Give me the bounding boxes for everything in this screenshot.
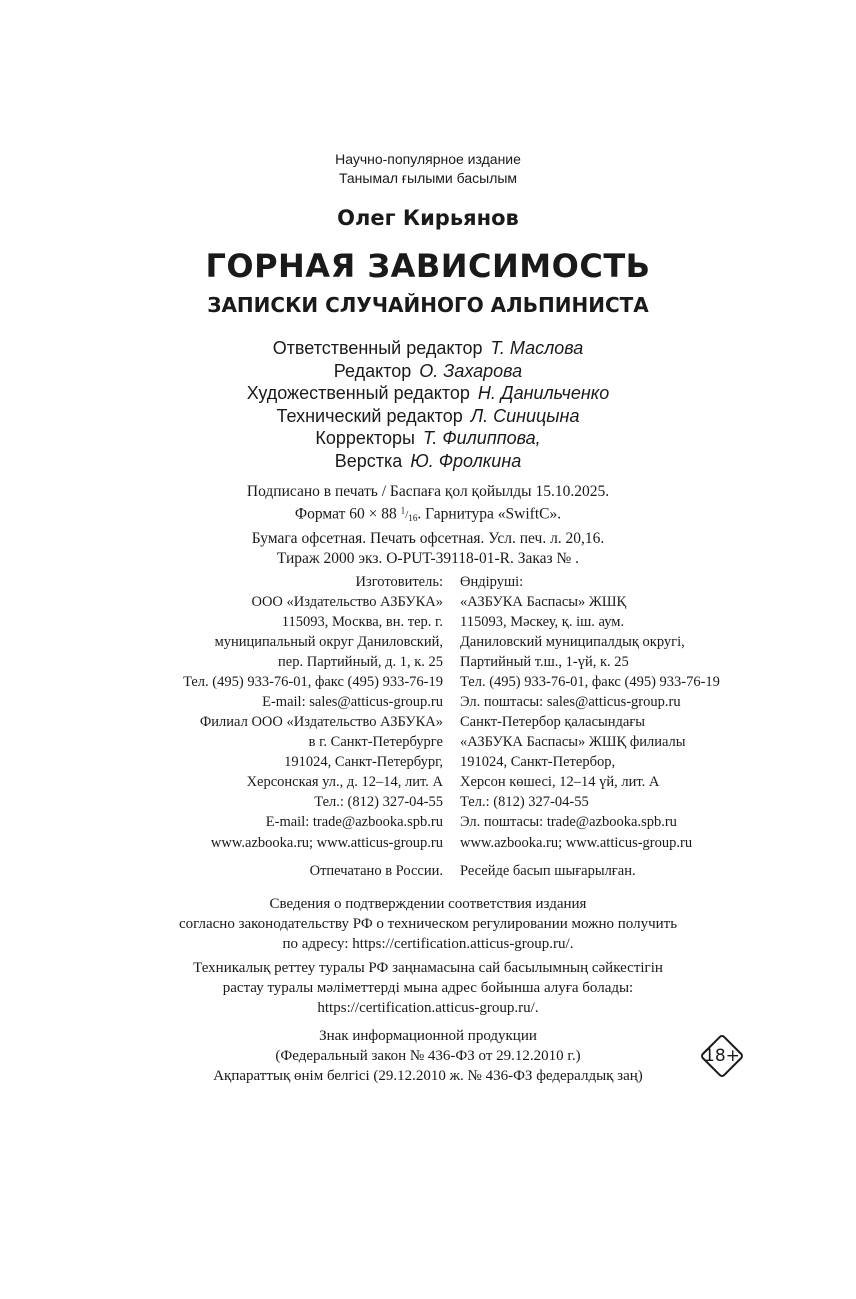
print-details: [0, 482, 856, 568]
certification-kz: [0, 958, 856, 1018]
manufacturer-ru-line: 115093, Москва, вн. тер. г.: [281, 614, 443, 630]
credit-role: Технический редактор: [276, 405, 463, 426]
credit-line: [0, 337, 856, 360]
branch-kz-line: «АЗБУКА Баспасы» ЖШҚ филиалы: [460, 734, 686, 750]
format-fraction: $^1/_{16}$: [400, 505, 418, 524]
credit-name: Л. Синицына: [470, 405, 580, 426]
credit-name: О. Захарова: [419, 360, 523, 381]
branch-kz-line: 191024, Санкт-Петербор,: [460, 754, 616, 770]
format-suffix: . Гарнитура «SwiftC».: [417, 505, 562, 523]
credit-role: Редактор: [333, 360, 412, 381]
branch-ru-line: Херсонская ул., д. 12–14, лит. А: [246, 774, 443, 790]
branch-ru-email: E-mail: trade@azbooka.spb.ru: [265, 814, 443, 830]
manufacturer-ru-phone: Тел. (495) 933-76-01, факс (495) 933-76-19: [183, 674, 443, 690]
branch-ru-line: Филиал ООО «Издательство АЗБУКА»: [199, 714, 443, 730]
printed-kz: Ресейде басып шығарылған.: [460, 863, 636, 879]
branch-ru-line: в г. Санкт-Петербурге: [308, 734, 443, 750]
certification-ru-line: Сведения о подтверждении соответствия издания: [269, 896, 587, 912]
certification-ru-line: по адресу: https://certification.atticus-group.ru/.: [282, 936, 574, 952]
edition-type-kz: Танымал ғылыми басылым: [338, 170, 518, 186]
branch-ru-phone: Тел.: (812) 327-04-55: [314, 794, 443, 810]
credit-line: [0, 405, 856, 428]
branch-kz-line: Херсон көшесі, 12–14 үй, лит. А: [460, 774, 660, 790]
age-rating-badge: [697, 1031, 747, 1081]
info-sign-line: (Федеральный закон № 436-ФЗ от 29.12.2010 г.): [275, 1048, 581, 1064]
credit-name: Ю. Фролкина: [410, 450, 522, 471]
branch-ru-line: 191024, Санкт-Петербург,: [284, 754, 443, 770]
credit-name: Т. Филиппова,: [422, 428, 541, 449]
manufacturer-kz-line: Даниловский муниципалдық округі,: [460, 634, 685, 650]
credit-role: Ответственный редактор: [272, 338, 483, 358]
manufacturer-kz-line: «АЗБУКА Баспасы» ЖШҚ: [460, 594, 627, 610]
branch-kz-email: Эл. поштасы: trade@azbooka.spb.ru: [460, 814, 677, 830]
certification-kz-line: https://certification.atticus-group.ru/.: [317, 1000, 539, 1016]
credit-role: Корректоры: [315, 428, 415, 449]
credit-role: Верстка: [334, 450, 403, 471]
book-title: ГОРНАЯ ЗАВИСИМОСТЬ: [205, 247, 651, 285]
edition-type-ru: Научно-популярное издание: [335, 151, 521, 167]
credit-name: Т. Маслова: [490, 338, 584, 358]
print-run: Тираж 2000 экз. O-PUT-39118-01-R. Заказ № .: [276, 549, 580, 567]
info-sign-line: Знак информационной продукции: [319, 1028, 537, 1044]
certification-kz-line: растау туралы мәліметтерді мына адрес бойынша алуға болады:: [222, 980, 634, 996]
branch-kz-phone: Тел.: (812) 327-04-55: [460, 794, 589, 810]
credit-line: [0, 450, 856, 473]
credit-name: Н. Данильченко: [477, 383, 610, 404]
book-author: Олег Кирьянов: [337, 206, 519, 230]
credits-list: [0, 337, 856, 473]
websites-ru: www.azbooka.ru; www.atticus-group.ru: [210, 835, 443, 851]
print-signed: Подписано в печать / Баспаға қол қойылды 15.10.2025.: [246, 483, 610, 500]
websites-kz: www.azbooka.ru; www.atticus-group.ru: [460, 835, 693, 851]
manufacturer-ru-line: пер. Партийный, д. 1, к. 25: [278, 654, 443, 670]
certification-kz-line: Техникалық реттеу туралы РФ заңнамасына сай басылымның сәйкестігін: [193, 960, 663, 976]
credit-role: Художественный редактор: [246, 383, 470, 404]
info-sign-line: Ақпараттық өнім белгісі (29.12.2010 ж. № 436-ФЗ федералдық заң): [213, 1068, 643, 1084]
certification-ru-line: согласно законодательству РФ о техническом регулировании можно получить: [178, 916, 678, 932]
credit-line: [0, 360, 856, 383]
certification-ru: [0, 894, 856, 954]
print-paper: Бумага офсетная. Печать офсетная. Усл. печ. л. 20,16.: [251, 530, 605, 548]
format-prefix: Формат 60 × 88: [294, 505, 401, 523]
print-format: [0, 502, 856, 529]
manufacturer-ru-line: муниципальный округ Даниловский,: [214, 634, 443, 650]
age-rating-text: 18+: [704, 1046, 740, 1066]
manufacturer-kz-line: Партийный т.ш., 1-үй, к. 25: [460, 654, 629, 670]
manufacturer-kz-line: 115093, Мәскеу, қ. іш. аум.: [460, 614, 625, 630]
manufacturer-ru-line: ООО «Издательство АЗБУКА»: [251, 594, 443, 610]
branch-kz-line: Санкт-Петербор қаласындағы: [460, 714, 646, 730]
manufacturer-ru-line: Изготовитель:: [355, 574, 443, 590]
manufacturer-ru-email: E-mail: sales@atticus-group.ru: [262, 694, 443, 710]
book-subtitle: ЗАПИСКИ СЛУЧАЙНОГО АЛЬПИНИСТА: [207, 293, 649, 317]
format-fraction-numerator: 1: [400, 505, 406, 516]
manufacturer-kz-line: Өндіруші:: [460, 574, 524, 590]
manufacturer-kz-email: Эл. поштасы: sales@atticus-group.ru: [460, 694, 681, 710]
manufacturer-kz-phone: Тел. (495) 933-76-01, факс (495) 933-76-19: [460, 674, 720, 690]
edition-type: [0, 150, 856, 188]
credit-line: [0, 382, 856, 405]
printed-ru: Отпечатано в России.: [309, 863, 443, 879]
credit-line: [0, 427, 856, 450]
format-fraction-denominator: 16: [408, 513, 418, 524]
